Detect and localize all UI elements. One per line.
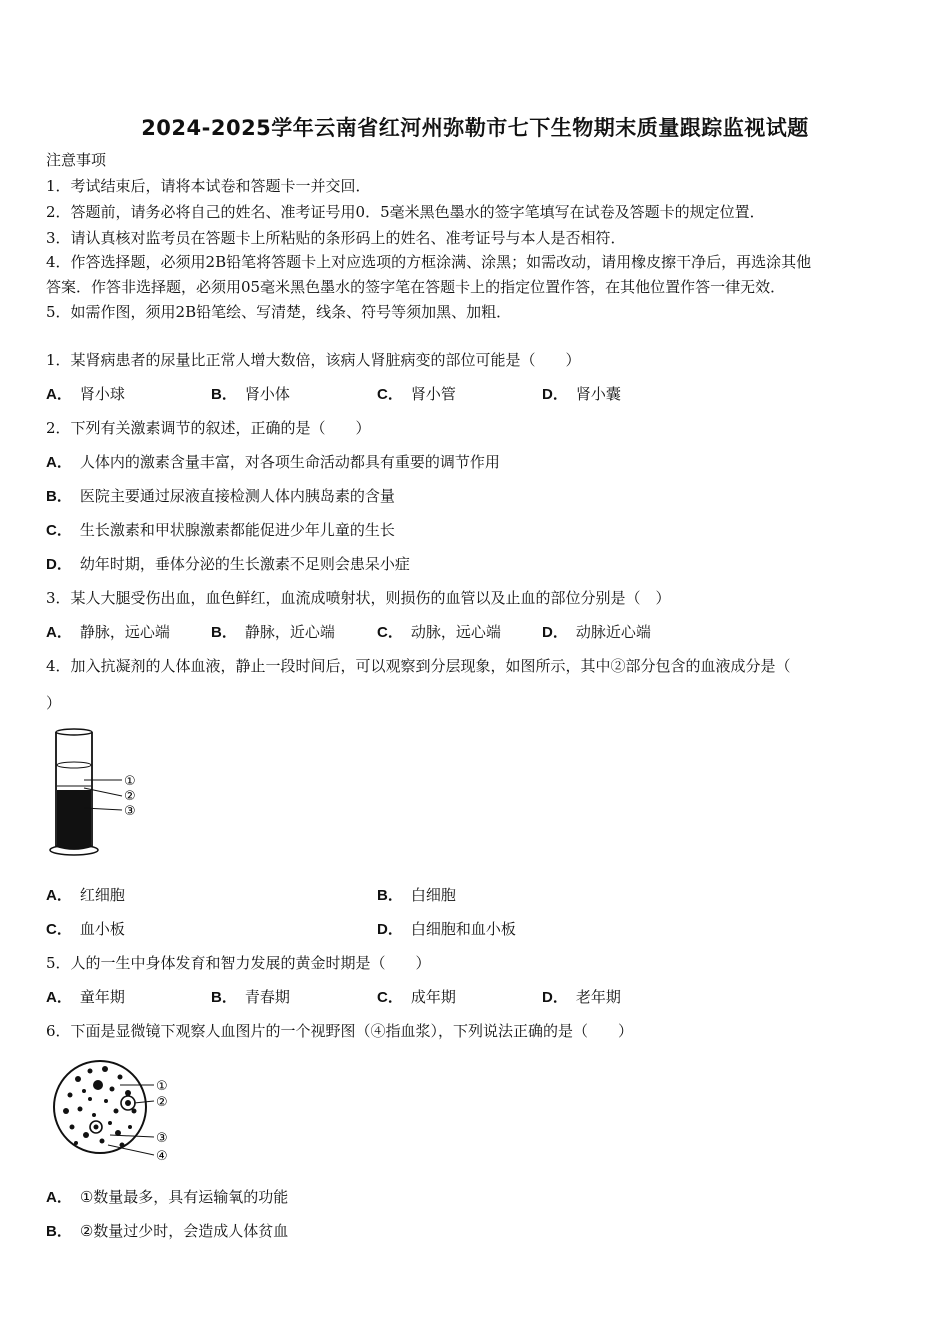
question-6-stem: 6．下面是显微镜下观察人血图片的一个视野图（④指血浆），下列说法正确的是（ ） bbox=[46, 1022, 634, 1040]
q2-option-c: C． 生长激素和甲状腺激素都能促进少年儿童的生长 bbox=[46, 521, 395, 539]
notice-item: 1．考试结束后，请将本试卷和答题卡一并交回． bbox=[46, 177, 371, 195]
q2-option-d: D． 幼年时期，垂体分泌的生长激素不足则会患呆小症 bbox=[46, 555, 410, 573]
microscope-blood-view-figure bbox=[50, 1055, 180, 1167]
q1-option-a: A． 肾小球 bbox=[46, 385, 125, 403]
blood-layers-cylinder-figure bbox=[44, 728, 154, 860]
question-3-stem: 3．某人大腿受伤出血，血色鲜红，血流成喷射状，则损伤的血管以及止血的部位分别是（ ） bbox=[46, 589, 671, 607]
fig4-label-1: ① bbox=[124, 774, 136, 789]
notice-item: 4．作答选择题，必须用2B铅笔将答题卡上对应选项的方框涂满、涂黑；如需改动，请用橡皮擦干净后，再选涂其他 bbox=[46, 253, 812, 271]
notice-item: 3．请认真核对监考员在答题卡上所粘贴的条形码上的姓名、准考证号与本人是否相符． bbox=[46, 229, 626, 247]
q4-option-c: C． 血小板 bbox=[46, 920, 125, 938]
question-4-stem-cont: ） bbox=[46, 694, 62, 712]
notice-item: 2．答题前，请务必将自己的姓名、准考证号用0．5毫米黑色墨水的签字笔填写在试卷及答题卡的规定位置． bbox=[46, 203, 765, 221]
notice-item: 答案．作答非选择题，必须用05毫米黑色墨水的签字笔在答题卡上的指定位置作答，在其他位置作答一律无效． bbox=[46, 278, 786, 296]
q1-option-b: B． 肾小体 bbox=[211, 385, 290, 403]
q4-option-a: A． 红细胞 bbox=[46, 886, 125, 904]
layer-3-red-cells bbox=[57, 790, 91, 849]
q5-option-b: B． 青春期 bbox=[211, 988, 290, 1006]
question-4-stem: 4．加入抗凝剂的人体血液，静止一段时间后，可以观察到分层现象，如图所示，其中②部分包含的血液成分是（ bbox=[46, 657, 791, 675]
question-2-stem: 2．下列有关激素调节的叙述，正确的是（ ） bbox=[46, 419, 371, 437]
notice-heading: 注意事项 bbox=[46, 151, 107, 169]
q4-option-b: B． 白细胞 bbox=[377, 886, 456, 904]
fig6-label-3: ③ bbox=[156, 1131, 168, 1146]
q6-option-b: B． ②数量过少时，会造成人体贫血 bbox=[46, 1222, 289, 1240]
q5-option-a: A． 童年期 bbox=[46, 988, 125, 1006]
q3-option-d: D． 动脉近心端 bbox=[542, 623, 651, 641]
fig4-label-3: ③ bbox=[124, 804, 136, 819]
page-title: 2024-2025学年云南省红河州弥勒市七下生物期末质量跟踪监视试题 bbox=[141, 116, 809, 140]
q3-option-b: B． 静脉，近心端 bbox=[211, 623, 335, 641]
q2-option-a: A． 人体内的激素含量丰富，对各项生命活动都具有重要的调节作用 bbox=[46, 453, 500, 471]
q1-option-d: D． 肾小囊 bbox=[542, 385, 621, 403]
q4-option-d: D． 白细胞和血小板 bbox=[377, 920, 516, 938]
fig4-label-2: ② bbox=[124, 789, 136, 804]
q5-option-d: D． 老年期 bbox=[542, 988, 621, 1006]
notice-item: 5．如需作图，须用2B铅笔绘、写清楚，线条、符号等须加黑、加粗． bbox=[46, 303, 512, 321]
fig6-label-4: ④ bbox=[156, 1149, 168, 1164]
q3-option-a: A． 静脉，远心端 bbox=[46, 623, 170, 641]
cylinder-rim bbox=[56, 729, 92, 735]
fig6-label-1: ① bbox=[156, 1079, 168, 1094]
question-1-stem: 1．某肾病患者的尿量比正常人增大数倍，该病人肾脏病变的部位可能是（ ） bbox=[46, 351, 581, 369]
question-5-stem: 5．人的一生中身体发育和智力发展的黄金时期是（ ） bbox=[46, 954, 431, 972]
q1-option-c: C． 肾小管 bbox=[377, 385, 456, 403]
fig6-label-2: ② bbox=[156, 1095, 168, 1110]
q3-option-c: C． 动脉，远心端 bbox=[377, 623, 501, 641]
q5-option-c: C． 成年期 bbox=[377, 988, 456, 1006]
q2-option-b: B． 医院主要通过尿液直接检测人体内胰岛素的含量 bbox=[46, 487, 395, 505]
q6-option-a: A． ①数量最多，具有运输氧的功能 bbox=[46, 1188, 289, 1206]
